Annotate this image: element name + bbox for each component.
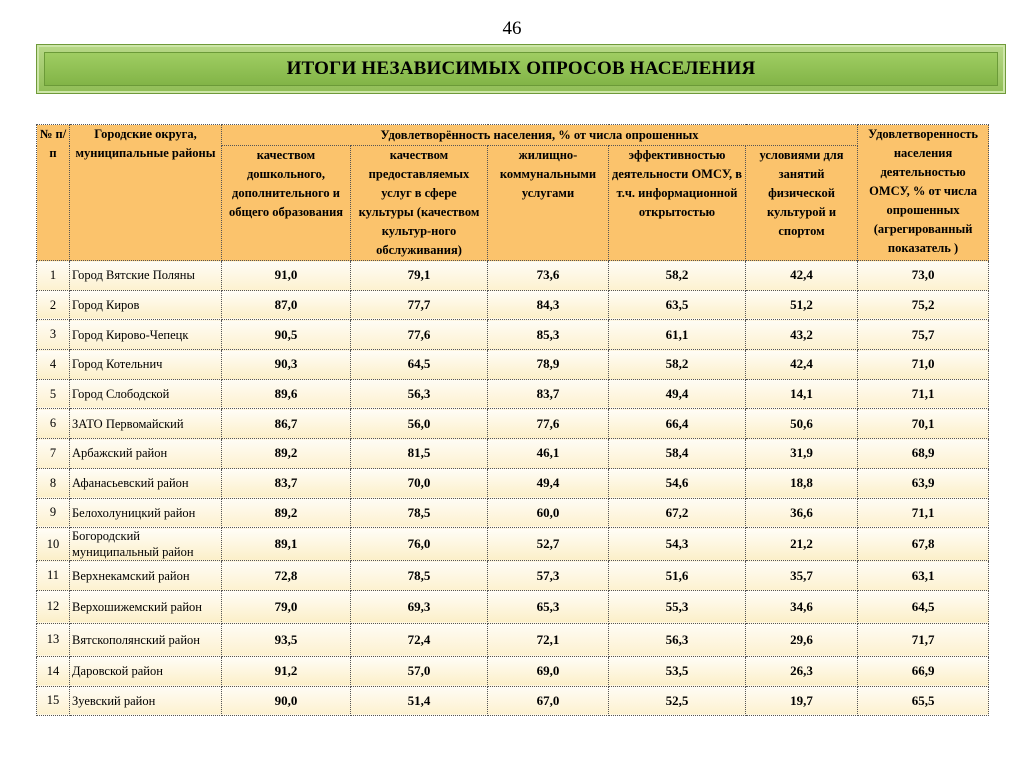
education-value: 89,2: [222, 498, 351, 528]
omsu-efficiency-value: 66,4: [609, 409, 746, 439]
education-value: 93,5: [222, 623, 351, 656]
header-sports: условиями для занятий физической культурой и спортом: [746, 146, 858, 261]
housing-value: 85,3: [488, 320, 609, 350]
header-number: № п/п: [37, 125, 70, 261]
omsu-efficiency-value: 49,4: [609, 379, 746, 409]
district-name: Город Вятские Поляны: [70, 261, 222, 291]
culture-value: 72,4: [351, 623, 488, 656]
sports-value: 51,2: [746, 290, 858, 320]
row-number: 14: [37, 656, 70, 686]
aggregate-value: 71,1: [858, 498, 989, 528]
row-number: 5: [37, 379, 70, 409]
omsu-efficiency-value: 67,2: [609, 498, 746, 528]
culture-value: 77,6: [351, 320, 488, 350]
table-row: [37, 320, 989, 350]
sports-value: 42,4: [746, 350, 858, 380]
omsu-efficiency-value: 52,5: [609, 686, 746, 716]
culture-value: 78,5: [351, 561, 488, 591]
sports-value: 21,2: [746, 528, 858, 561]
culture-value: 69,3: [351, 590, 488, 623]
omsu-efficiency-value: 55,3: [609, 590, 746, 623]
education-value: 91,2: [222, 656, 351, 686]
table-row: [37, 686, 989, 716]
table-row: [37, 261, 989, 291]
sports-value: 26,3: [746, 656, 858, 686]
aggregate-value: 68,9: [858, 439, 989, 469]
education-value: 89,2: [222, 439, 351, 469]
table-row: [37, 468, 989, 498]
table-row: [37, 623, 989, 656]
table-row: [37, 409, 989, 439]
district-name: Белохолуницкий район: [70, 498, 222, 528]
row-number: 13: [37, 623, 70, 656]
culture-value: 81,5: [351, 439, 488, 469]
header-housing: жилищно-коммунальными услугами: [488, 146, 609, 261]
omsu-efficiency-value: 61,1: [609, 320, 746, 350]
education-value: 86,7: [222, 409, 351, 439]
sports-value: 29,6: [746, 623, 858, 656]
header-satisfaction-group: Удовлетворённость населения, % от числа опрошенных: [222, 125, 858, 146]
header-education: качеством дошкольного, дополнительного и общего образования: [222, 146, 351, 261]
omsu-efficiency-value: 58,2: [609, 261, 746, 291]
page-number: 46: [502, 18, 522, 39]
district-name: Город Киров: [70, 290, 222, 320]
table-row: [37, 350, 989, 380]
aggregate-value: 75,2: [858, 290, 989, 320]
education-value: 72,8: [222, 561, 351, 591]
aggregate-value: 73,0: [858, 261, 989, 291]
housing-value: 73,6: [488, 261, 609, 291]
education-value: 90,0: [222, 686, 351, 716]
district-name: Верхошижемский район: [70, 590, 222, 623]
district-name: Арбажский район: [70, 439, 222, 469]
aggregate-value: 65,5: [858, 686, 989, 716]
aggregate-value: 66,9: [858, 656, 989, 686]
housing-value: 78,9: [488, 350, 609, 380]
omsu-efficiency-value: 58,2: [609, 350, 746, 380]
housing-value: 49,4: [488, 468, 609, 498]
omsu-efficiency-value: 63,5: [609, 290, 746, 320]
sports-value: 18,8: [746, 468, 858, 498]
sports-value: 43,2: [746, 320, 858, 350]
page-title: ИТОГИ НЕЗАВИСИМЫХ ОПРОСОВ НАСЕЛЕНИЯ: [44, 52, 998, 86]
district-name: Город Котельнич: [70, 350, 222, 380]
education-value: 87,0: [222, 290, 351, 320]
housing-value: 69,0: [488, 656, 609, 686]
table-row: [37, 379, 989, 409]
omsu-efficiency-value: 51,6: [609, 561, 746, 591]
aggregate-value: 71,1: [858, 379, 989, 409]
culture-value: 56,0: [351, 409, 488, 439]
header-district: Городские округа, муниципальные районы: [70, 125, 222, 261]
row-number: 6: [37, 409, 70, 439]
sports-value: 36,6: [746, 498, 858, 528]
aggregate-value: 71,0: [858, 350, 989, 380]
education-value: 89,6: [222, 379, 351, 409]
housing-value: 52,7: [488, 528, 609, 561]
table-row: [37, 656, 989, 686]
row-number: 1: [37, 261, 70, 291]
table-row: [37, 498, 989, 528]
header-aggregate: Удовлетворенность населения деятельностью ОМСУ, % от числа опрошенных (агрегированный показатель ): [858, 125, 989, 261]
housing-value: 72,1: [488, 623, 609, 656]
district-name: Афанасьевский район: [70, 468, 222, 498]
table-row: [37, 528, 989, 561]
district-name: Вятскополянский район: [70, 623, 222, 656]
district-name: Зуевский район: [70, 686, 222, 716]
sports-value: 31,9: [746, 439, 858, 469]
education-value: 79,0: [222, 590, 351, 623]
aggregate-value: 75,7: [858, 320, 989, 350]
culture-value: 56,3: [351, 379, 488, 409]
district-name: Город Слободской: [70, 379, 222, 409]
culture-value: 79,1: [351, 261, 488, 291]
culture-value: 70,0: [351, 468, 488, 498]
education-value: 90,5: [222, 320, 351, 350]
culture-value: 78,5: [351, 498, 488, 528]
row-number: 4: [37, 350, 70, 380]
housing-value: 60,0: [488, 498, 609, 528]
row-number: 8: [37, 468, 70, 498]
aggregate-value: 64,5: [858, 590, 989, 623]
row-number: 3: [37, 320, 70, 350]
housing-value: 46,1: [488, 439, 609, 469]
education-value: 83,7: [222, 468, 351, 498]
housing-value: 77,6: [488, 409, 609, 439]
omsu-efficiency-value: 56,3: [609, 623, 746, 656]
housing-value: 84,3: [488, 290, 609, 320]
culture-value: 57,0: [351, 656, 488, 686]
housing-value: 83,7: [488, 379, 609, 409]
table-row: [37, 561, 989, 591]
culture-value: 51,4: [351, 686, 488, 716]
housing-value: 65,3: [488, 590, 609, 623]
aggregate-value: 63,9: [858, 468, 989, 498]
table-row: [37, 290, 989, 320]
aggregate-value: 71,7: [858, 623, 989, 656]
education-value: 89,1: [222, 528, 351, 561]
district-name: Даровской район: [70, 656, 222, 686]
sports-value: 19,7: [746, 686, 858, 716]
row-number: 11: [37, 561, 70, 591]
culture-value: 77,7: [351, 290, 488, 320]
survey-results-table: [36, 124, 989, 716]
title-banner: [36, 44, 1006, 94]
omsu-efficiency-value: 58,4: [609, 439, 746, 469]
culture-value: 76,0: [351, 528, 488, 561]
aggregate-value: 63,1: [858, 561, 989, 591]
row-number: 7: [37, 439, 70, 469]
housing-value: 67,0: [488, 686, 609, 716]
district-name: Богородский муниципальный район: [70, 528, 222, 561]
sports-value: 50,6: [746, 409, 858, 439]
district-name: Город Кирово-Чепецк: [70, 320, 222, 350]
omsu-efficiency-value: 54,6: [609, 468, 746, 498]
aggregate-value: 67,8: [858, 528, 989, 561]
row-number: 9: [37, 498, 70, 528]
table-row: [37, 439, 989, 469]
district-name: Верхнекамский район: [70, 561, 222, 591]
sports-value: 14,1: [746, 379, 858, 409]
housing-value: 57,3: [488, 561, 609, 591]
education-value: 90,3: [222, 350, 351, 380]
header-culture: качеством предоставляемых услуг в сфере культуры (качеством культур-ного обслуживания): [351, 146, 488, 261]
table-row: [37, 590, 989, 623]
row-number: 2: [37, 290, 70, 320]
sports-value: 35,7: [746, 561, 858, 591]
aggregate-value: 70,1: [858, 409, 989, 439]
omsu-efficiency-value: 54,3: [609, 528, 746, 561]
omsu-efficiency-value: 53,5: [609, 656, 746, 686]
row-number: 12: [37, 590, 70, 623]
sports-value: 42,4: [746, 261, 858, 291]
header-omsu-efficiency: эффективностью деятельности ОМСУ, в т.ч. информационной открытостью: [609, 146, 746, 261]
row-number: 10: [37, 528, 70, 561]
row-number: 15: [37, 686, 70, 716]
culture-value: 64,5: [351, 350, 488, 380]
sports-value: 34,6: [746, 590, 858, 623]
education-value: 91,0: [222, 261, 351, 291]
district-name: ЗАТО Первомайский: [70, 409, 222, 439]
